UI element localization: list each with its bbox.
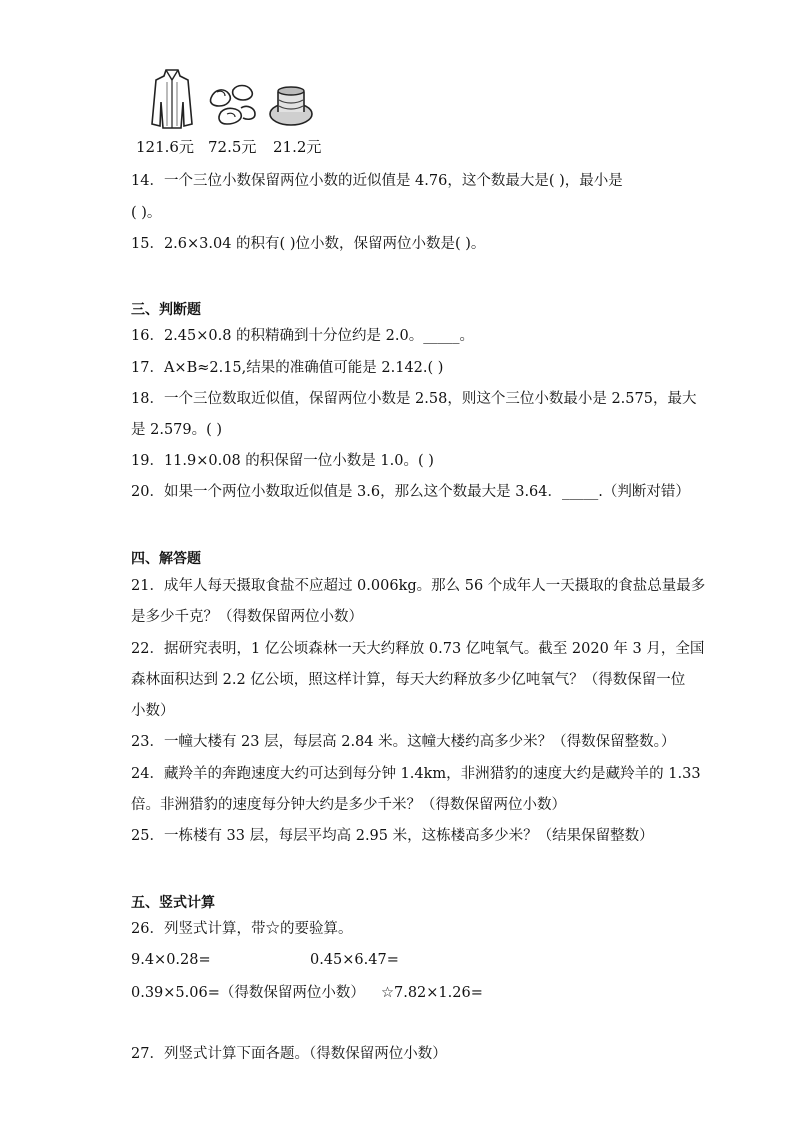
question-14: 14．一个三位小数保留两位小数的近似值是 4.76，这个数最大是( )，最小是 bbox=[131, 173, 623, 189]
calc-26a: 9.4×0.28= bbox=[131, 952, 211, 968]
calc-26b: 0.45×6.47= bbox=[310, 952, 399, 968]
question-22-cont2: 小数） bbox=[131, 703, 175, 719]
question-18-cont: 是 2.579。( ) bbox=[131, 422, 223, 438]
price-robe: 121.6元 bbox=[136, 138, 194, 156]
calc-26c: 0.39×5.06=（得数保留两位小数） bbox=[131, 985, 365, 1001]
question-14-cont: ( )。 bbox=[131, 205, 162, 221]
question-15: 15．2.6×3.04 的积有( )位小数，保留两位小数是( )。 bbox=[131, 236, 486, 252]
section-title-judgment: 三、判断题 bbox=[131, 302, 201, 318]
hat-icon bbox=[268, 82, 314, 128]
question-16: 16．2.45×0.8 的积精确到十分位约是 2.0。_____。 bbox=[131, 328, 474, 344]
price-shoes: 72.5元 bbox=[208, 138, 257, 156]
calc-26d: ☆7.82×1.26= bbox=[381, 985, 483, 1001]
question-24-cont: 倍。非洲猎豹的速度每分钟大约是多少千米？（得数保留两位小数） bbox=[131, 797, 566, 813]
section-title-solve: 四、解答题 bbox=[131, 551, 201, 567]
price-hat: 21.2元 bbox=[273, 138, 322, 156]
section-title-vertical-calc: 五、竖式计算 bbox=[131, 895, 215, 911]
question-25: 25．一栋楼有 33 层，每层平均高 2.95 米，这栋楼高多少米？（结果保留整数） bbox=[131, 828, 654, 844]
question-21-cont: 是多少千克？（得数保留两位小数） bbox=[131, 609, 363, 625]
question-20: 20．如果一个两位小数取近似值是 3.6，那么这个数最大是 3.64．_____.（判断对错） bbox=[131, 484, 690, 500]
robe-icon bbox=[150, 66, 194, 130]
question-17: 17．A×B≈2.15,结果的准确值可能是 2.142.( ) bbox=[131, 360, 444, 376]
question-22: 22．据研究表明，1 亿公顷森林一天大约释放 0.73 亿吨氧气。截至 2020 年 3 月，全国 bbox=[131, 641, 705, 657]
question-24: 24．藏羚羊的奔跑速度大约可达到每分钟 1.4km，非洲猎豹的速度大约是藏羚羊的 1.33 bbox=[131, 766, 701, 782]
question-27: 27．列竖式计算下面各题。（得数保留两位小数） bbox=[131, 1046, 447, 1062]
question-19: 19．11.9×0.08 的积保留一位小数是 1.0。( ) bbox=[131, 453, 434, 469]
question-22-cont: 森林面积达到 2.2 亿公顷，照这样计算，每天大约释放多少亿吨氧气？（得数保留一位 bbox=[131, 672, 686, 688]
question-21: 21．成年人每天摄取食盐不应超过 0.006kg。那么 56 个成年人一天摄取的食盐总量最多 bbox=[131, 578, 706, 594]
question-26: 26．列竖式计算，带☆的要验算。 bbox=[131, 921, 353, 937]
question-18: 18．一个三位数取近似值，保留两位小数是 2.58，则这个三位小数最小是 2.575，最大 bbox=[131, 391, 697, 407]
shoes-icon bbox=[207, 82, 259, 128]
question-23: 23．一幢大楼有 23 层，每层高 2.84 米。这幢大楼约高多少米？（得数保留整数。） bbox=[131, 734, 676, 750]
